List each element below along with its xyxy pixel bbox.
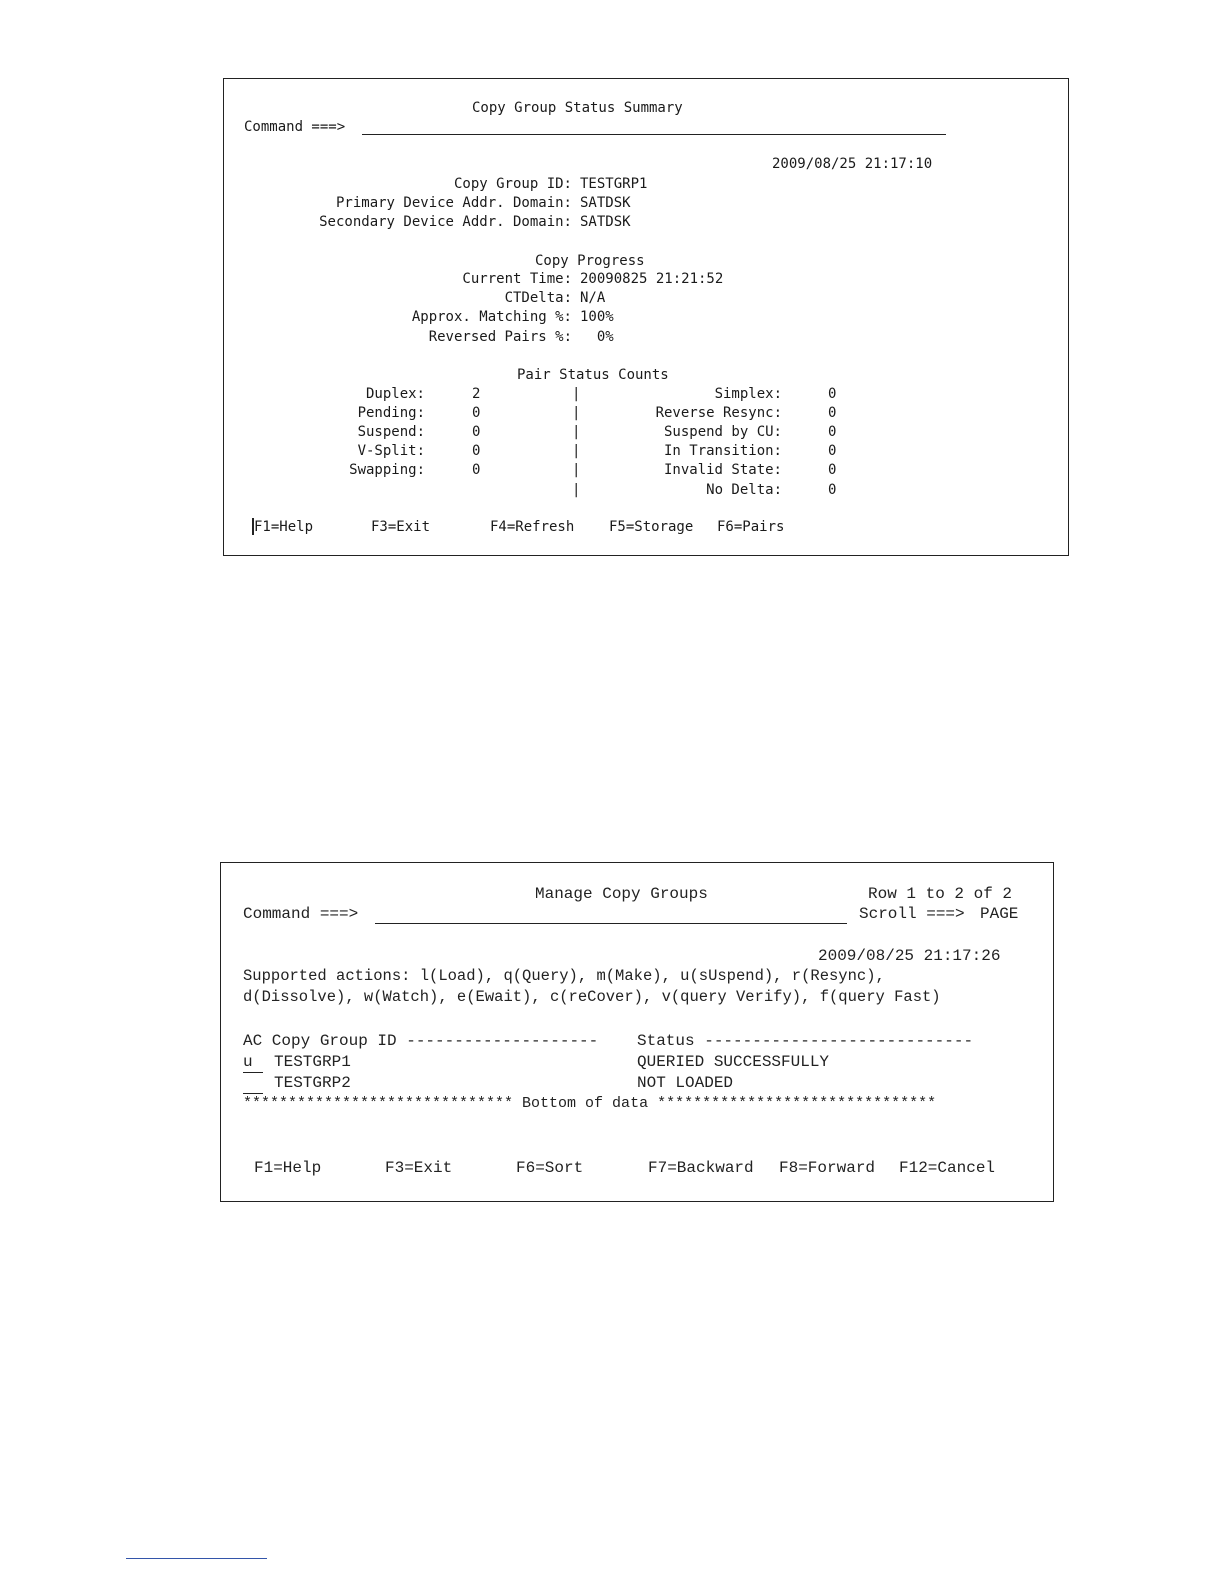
- column-separator: |: [572, 482, 581, 498]
- copy-group-status-summary-panel: [223, 78, 1069, 556]
- ctdelta-label: CTDelta:: [504, 290, 572, 306]
- reverse-resync-label: Reverse Resync:: [655, 405, 782, 421]
- secondary-domain-value: SATDSK: [580, 214, 631, 230]
- v-split-label: V-Split:: [357, 443, 425, 459]
- matching-percent-label: Approx. Matching %:: [411, 309, 572, 325]
- primary-domain-label: Primary Device Addr. Domain:: [335, 195, 572, 211]
- bottom-of-data-marker: ****************************** Bottom of data *******************************: [243, 1095, 937, 1112]
- table-header-left: AC Copy Group ID --------------------: [243, 1032, 599, 1050]
- f6-sort-key[interactable]: F6=Sort: [516, 1159, 584, 1177]
- f6-pairs-key[interactable]: F6=Pairs: [717, 519, 785, 535]
- copy-group-id-value: TESTGRP1: [580, 176, 648, 192]
- command-label: Command ===>: [243, 905, 359, 923]
- in-transition-count: 0: [828, 443, 837, 459]
- f3-exit-key[interactable]: F3=Exit: [385, 1159, 453, 1177]
- pending-count: 0: [472, 405, 481, 421]
- current-time-label: Current Time:: [462, 271, 572, 287]
- supported-actions-line-2: d(Dissolve), w(Watch), e(Ewait), c(reCover), v(query Verify), f(query Fast): [243, 988, 941, 1006]
- f1-help-key[interactable]: F1=Help: [254, 1159, 322, 1177]
- duplex-label: Duplex:: [365, 386, 425, 402]
- command-input[interactable]: [375, 923, 847, 924]
- footnote-rule: [126, 1558, 267, 1559]
- suspend-count: 0: [472, 424, 481, 440]
- copy-group-id: TESTGRP2: [274, 1074, 351, 1092]
- copy-group-id-label: Copy Group ID:: [453, 176, 572, 192]
- duplex-count: 2: [472, 386, 481, 402]
- no-delta-count: 0: [828, 482, 837, 498]
- invalid-state-count: 0: [828, 462, 837, 478]
- f12-cancel-key[interactable]: F12=Cancel: [899, 1159, 996, 1177]
- current-time-value: 20090825 21:21:52: [580, 271, 724, 287]
- table-header-status: Status ----------------------------: [637, 1032, 974, 1050]
- f5-storage-key[interactable]: F5=Storage: [609, 519, 694, 535]
- row-info: Row 1 to 2 of 2: [868, 885, 1013, 903]
- f1-help-key[interactable]: F1=Help: [254, 519, 314, 535]
- scroll-label: Scroll ===>: [859, 905, 965, 923]
- suspend-by-cu-label: Suspend by CU:: [663, 424, 782, 440]
- scroll-amount-field[interactable]: PAGE: [980, 905, 1019, 923]
- matching-percent-value: 100%: [580, 309, 614, 325]
- timestamp: 2009/08/25 21:17:26: [818, 947, 1001, 965]
- manage-copy-groups-panel: [220, 862, 1054, 1202]
- swapping-label: Swapping:: [349, 462, 425, 478]
- invalid-state-label: Invalid State:: [663, 462, 782, 478]
- command-input[interactable]: [362, 134, 946, 135]
- column-separator: |: [572, 405, 581, 421]
- f7-backward-key[interactable]: F7=Backward: [648, 1159, 754, 1177]
- pair-status-heading: Pair Status Counts: [517, 367, 669, 383]
- action-code-field[interactable]: [243, 1075, 263, 1094]
- supported-actions-line-1: Supported actions: l(Load), q(Query), m(Make), u(sUspend), r(Resync),: [243, 967, 885, 985]
- simplex-label: Simplex:: [714, 386, 782, 402]
- suspend-label: Suspend:: [357, 424, 425, 440]
- reversed-pairs-label: Reversed Pairs %:: [428, 329, 572, 345]
- pending-label: Pending:: [357, 405, 425, 421]
- swapping-count: 0: [472, 462, 481, 478]
- no-delta-label: No Delta:: [706, 482, 782, 498]
- command-label: Command ===>: [244, 119, 346, 135]
- column-separator: |: [572, 424, 581, 440]
- column-separator: |: [572, 386, 581, 402]
- group-status: QUERIED SUCCESSFULLY: [637, 1053, 830, 1071]
- v-split-count: 0: [472, 443, 481, 459]
- timestamp: 2009/08/25 21:17:10: [772, 156, 933, 172]
- copy-progress-heading: Copy Progress: [535, 253, 645, 269]
- ctdelta-value: N/A: [580, 290, 606, 306]
- panel-title: Manage Copy Groups: [535, 885, 708, 903]
- f3-exit-key[interactable]: F3=Exit: [371, 519, 431, 535]
- column-separator: |: [572, 443, 581, 459]
- f4-refresh-key[interactable]: F4=Refresh: [490, 519, 575, 535]
- simplex-count: 0: [828, 386, 837, 402]
- action-code-field[interactable]: u: [243, 1054, 263, 1073]
- f8-forward-key[interactable]: F8=Forward: [779, 1159, 876, 1177]
- suspend-by-cu-count: 0: [828, 424, 837, 440]
- primary-domain-value: SATDSK: [580, 195, 631, 211]
- reversed-pairs-value: 0%: [580, 329, 614, 345]
- in-transition-label: In Transition:: [663, 443, 782, 459]
- copy-group-id: TESTGRP1: [274, 1053, 351, 1071]
- column-separator: |: [572, 462, 581, 478]
- secondary-domain-label: Secondary Device Addr. Domain:: [319, 214, 572, 230]
- panel-title: Copy Group Status Summary: [472, 100, 683, 116]
- group-status: NOT LOADED: [637, 1074, 734, 1092]
- reverse-resync-count: 0: [828, 405, 837, 421]
